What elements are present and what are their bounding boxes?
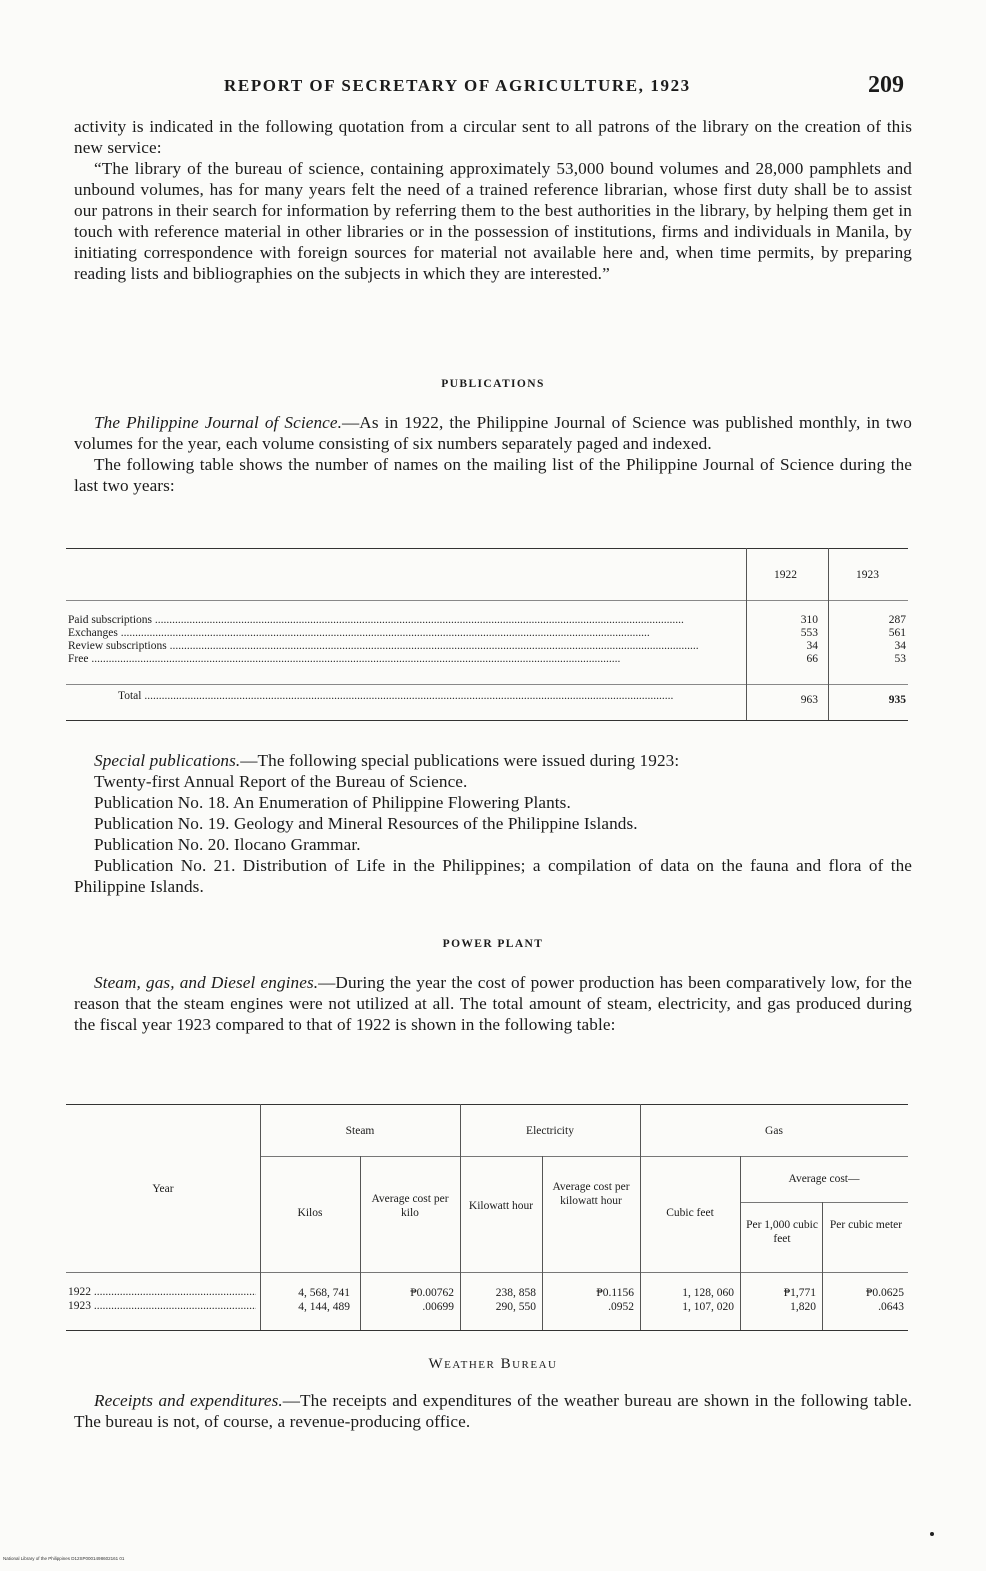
receipts-text: —The receipts and expenditures of the weather bureau are shown in the following table. The bureau is not, of course, a revenue-producing office.: [74, 1391, 912, 1431]
cell-kwh: 238, 858: [495, 1287, 536, 1299]
cell-cost-kwh: .0952: [608, 1301, 634, 1313]
table-column-divider: [746, 548, 747, 720]
list-item: Publication No. 19. Geology and Mineral Resources of the Philippine Islands.: [94, 814, 638, 833]
header-average-cost: Average cost—: [788, 1173, 860, 1185]
cell-1922: 34: [806, 640, 818, 652]
row-label: Exchanges .....: [68, 627, 738, 639]
list-item: Twenty-first Annual Report of the Bureau of Science.: [94, 772, 468, 791]
header-electricity: Electricity: [526, 1125, 574, 1137]
cell-per-1000: 1,820: [790, 1301, 816, 1313]
row-label: Review subscriptions .....: [68, 640, 738, 652]
intro-section: [74, 116, 912, 284]
special-publications-paragraph: [74, 750, 912, 771]
table-rule: [740, 1202, 908, 1203]
table-rule: [66, 1272, 908, 1273]
total-1923: 935: [888, 694, 906, 706]
receipts-paragraph: [74, 1390, 912, 1432]
cell-1923: 287: [888, 614, 906, 626]
table-column-divider: [360, 1156, 361, 1330]
journal-text: —As in 1922, the Philippine Journal of Science was published monthly, in two volumes for the year, each volume consisting of six numbers separately paged and indexed.: [74, 413, 912, 453]
list-item: Publication No. 21. Distribution of Life in the Philippines; a compilation of data on the fauna and flora of the Philippine Islands.: [74, 856, 912, 896]
row-year: 1922 .....: [68, 1286, 256, 1298]
table-rule: [66, 548, 908, 549]
journal-section: [74, 412, 912, 496]
header-kilowatt-hour: Kilowatt hour: [468, 1200, 534, 1212]
column-header-1922: 1922: [774, 569, 797, 581]
receipts-title: Receipts and expenditures.: [94, 1391, 283, 1410]
total-label: Total .....: [118, 690, 738, 702]
table-rule: [66, 720, 908, 721]
special-publications-title: Special publications.: [94, 751, 241, 770]
special-publications-section: [74, 750, 912, 897]
table-column-divider: [828, 548, 829, 720]
cell-cost-kilo: .00699: [422, 1301, 454, 1313]
cell-1922: 310: [800, 614, 818, 626]
table-rule: [66, 684, 908, 685]
cell-per-m3: .0643: [878, 1301, 904, 1313]
running-head-title: REPORT OF SECRETARY OF AGRICULTURE, 1923: [224, 76, 691, 95]
cell-1923: 34: [894, 640, 906, 652]
library-quotation: “The library of the bureau of science, containing approximately 53,000 bound volumes and 28,000 pamphlets and unbound volumes, has for many years felt the need of a trained reference librarian, whose first duty shall be to assist our patrons in their search for information by referring them to the best authorities in the library, by helping them get in touch with reference material in other libraries or in the possession of institutions, firms and individuals in Manila, by initiating correspondence with foreign sources for material not available here and, when time permits, by preparing reading lists and bibliographies on the subjects in which they are interested.”: [74, 159, 912, 283]
engines-title: Steam, gas, and Diesel engines.: [94, 973, 319, 992]
list-item: Publication No. 20. Ilocano Grammar.: [94, 835, 361, 854]
cell-kilos: 4, 568, 741: [298, 1287, 350, 1299]
row-label: Paid subscriptions .....: [68, 614, 738, 626]
header-year: Year: [152, 1183, 174, 1195]
header-avg-cost-kwh: Average cost per kilowatt hour: [552, 1181, 630, 1207]
list-item: Publication No. 18. An Enumeration of Philippine Flowering Plants.: [94, 793, 571, 812]
total-1922: 963: [800, 694, 818, 706]
row-label: Free .....: [68, 653, 738, 665]
table-column-divider: [542, 1156, 543, 1330]
header-per-cubic-meter: Per cubic meter: [829, 1219, 903, 1231]
cell-per-m3: ₱0.0625: [865, 1287, 904, 1299]
cell-per-1000: ₱1,771: [783, 1287, 816, 1299]
table-rule: [66, 600, 908, 601]
weather-bureau-heading: Weather Bureau: [428, 1356, 558, 1372]
scan-footer: National Library of the Philippines D12SP0001498602161 01: [3, 1556, 125, 1561]
journal-paragraph: [74, 412, 912, 454]
header-cubic-feet: Cubic feet: [666, 1207, 714, 1219]
cell-cubic-feet: 1, 128, 060: [682, 1287, 734, 1299]
cell-kwh: 290, 550: [495, 1301, 536, 1313]
power-plant-section: [74, 972, 912, 1035]
row-year: 1923 .....: [68, 1300, 256, 1312]
engines-paragraph: [74, 972, 912, 1035]
page-number: 209: [868, 72, 904, 98]
running-head: [0, 72, 986, 104]
cell-cubic-feet: 1, 107, 020: [682, 1301, 734, 1313]
header-steam: Steam: [345, 1125, 375, 1137]
cell-kilos: 4, 144, 489: [298, 1301, 350, 1313]
table-rule: [66, 1330, 908, 1331]
weather-section: [74, 1390, 912, 1432]
column-header-1923: 1923: [856, 569, 879, 581]
cell-cost-kwh: ₱0.1156: [596, 1287, 634, 1299]
intro-paragraph: activity is indicated in the following quotation from a circular sent to all patrons of the library on the creation of this new service:: [74, 117, 912, 157]
table-column-divider: [822, 1202, 823, 1330]
cell-1923: 561: [888, 627, 906, 639]
power-plant-heading: POWER PLANT: [442, 938, 544, 950]
cell-1922: 553: [800, 627, 818, 639]
mailing-table-intro: The following table shows the number of names on the mailing list of the Philippine Journal of Science during the last two years:: [74, 455, 912, 495]
cell-1923: 53: [894, 653, 906, 665]
scan-speck: [930, 1532, 934, 1536]
header-avg-cost-kilo: Average cost per kilo: [371, 1193, 449, 1219]
engines-text: —During the year the cost of power production has been comparatively low, for the reason that the steam engines were not utilized at all. The total amount of steam, electricity, and gas produced during the fiscal year 1923 compared to that of 1922 is shown in the following table:: [74, 973, 912, 1034]
special-publications-text: —The following special publications were issued during 1923:: [240, 751, 680, 770]
cell-1922: 66: [806, 653, 818, 665]
header-per-1000-cubic-feet: Per 1,000 cubic feet: [746, 1219, 818, 1245]
publications-heading: PUBLICATIONS: [441, 378, 545, 390]
cell-cost-kilo: ₱0.00762: [410, 1287, 454, 1299]
journal-title: The Philippine Journal of Science.: [94, 413, 343, 432]
header-gas: Gas: [765, 1125, 783, 1137]
table-rule: [66, 1104, 908, 1105]
header-kilos: Kilos: [297, 1207, 323, 1219]
table-rule: [260, 1156, 908, 1157]
